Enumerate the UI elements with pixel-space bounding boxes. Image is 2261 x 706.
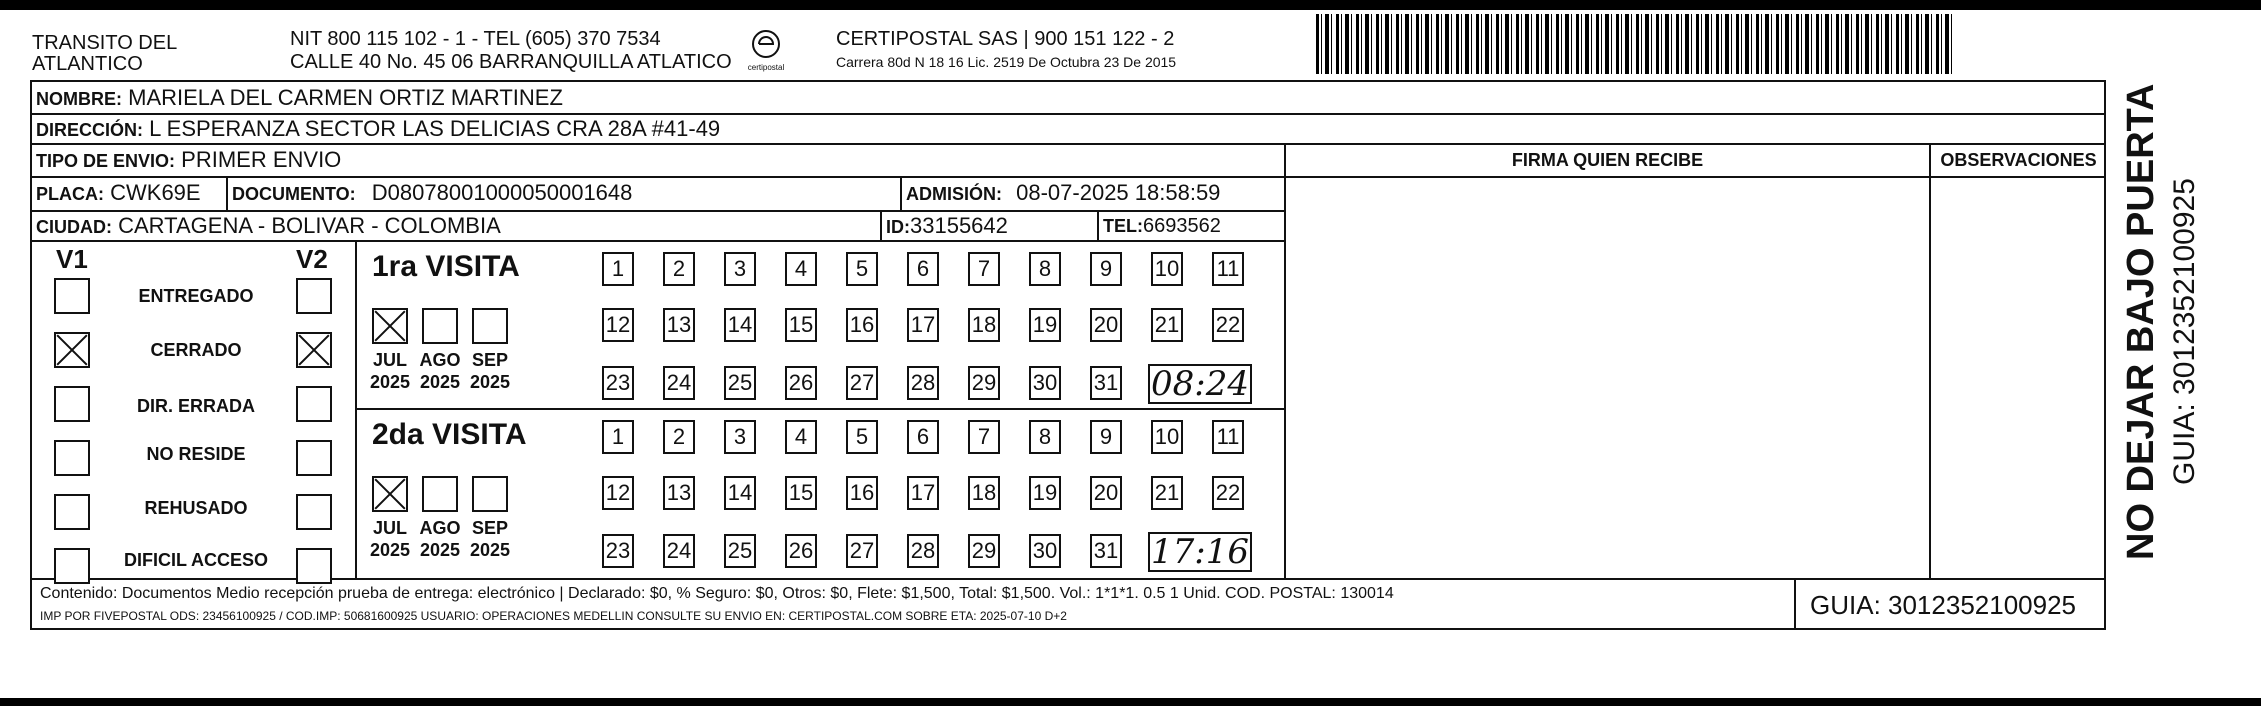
day-cell[interactable]: 3 — [724, 420, 756, 454]
day-cell[interactable]: 25 — [724, 534, 756, 568]
document-value: D08078001000050001648 — [371, 180, 633, 205]
status-label: REHUSADO — [144, 498, 248, 518]
shipping-type-row — [36, 146, 341, 175]
day-cell[interactable]: 16 — [846, 476, 878, 510]
status-label: CERRADO — [150, 340, 242, 360]
status-v2-checkbox[interactable] — [296, 548, 332, 584]
day-cell[interactable]: 14 — [724, 308, 756, 342]
day-cell[interactable]: 29 — [968, 366, 1000, 400]
day-cell[interactable]: 30 — [1029, 534, 1061, 568]
month-checkbox[interactable] — [422, 308, 458, 344]
day-cell[interactable]: 16 — [846, 308, 878, 342]
day-cell[interactable]: 10 — [1151, 420, 1183, 454]
day-cell[interactable]: 6 — [907, 252, 939, 286]
day-cell[interactable]: 28 — [907, 366, 939, 400]
month-year: 2025 — [469, 540, 511, 560]
status-label: DIFICIL ACCESO — [123, 550, 268, 570]
city-value: CARTAGENA - BOLIVAR - COLOMBIA — [118, 213, 501, 238]
month-checkbox[interactable] — [372, 476, 408, 512]
visit-time: 17:16 — [1148, 532, 1252, 572]
month-label: AGO — [419, 518, 461, 538]
day-cell[interactable]: 14 — [724, 476, 756, 510]
day-cell[interactable]: 3 — [724, 252, 756, 286]
company-info: CERTIPOSTAL SAS | 900 151 122 - 2 — [836, 28, 1175, 50]
status-label: ENTREGADO — [138, 286, 254, 306]
address-label: DIRECCIÓN: — [36, 120, 143, 140]
day-cell[interactable]: 28 — [907, 534, 939, 568]
city-cell — [36, 212, 501, 241]
day-cell[interactable]: 17 — [907, 476, 939, 510]
day-cell[interactable]: 1 — [602, 252, 634, 286]
sender-name-line1: TRANSITO DEL — [32, 32, 178, 54]
recipient-name-row — [36, 84, 563, 113]
day-cell[interactable]: 19 — [1029, 476, 1061, 510]
day-cell[interactable]: 1 — [602, 420, 634, 454]
id-cell — [886, 212, 1008, 241]
svg-text:certipostal: certipostal — [747, 63, 785, 72]
v1-header: V1 — [56, 244, 88, 274]
month-label: SEP — [471, 350, 509, 370]
cell-divider — [226, 176, 228, 210]
month-checkbox[interactable] — [472, 308, 508, 344]
col-divider — [1284, 143, 1286, 580]
day-cell[interactable]: 20 — [1090, 308, 1122, 342]
day-cell[interactable]: 22 — [1212, 476, 1244, 510]
sender-name-line2: ATLANTICO — [32, 53, 143, 75]
day-cell[interactable]: 19 — [1029, 308, 1061, 342]
v2-header: V2 — [296, 244, 328, 274]
bottom-border — [0, 698, 2261, 706]
day-cell[interactable]: 26 — [785, 534, 817, 568]
status-v2-checkbox[interactable] — [296, 494, 332, 530]
day-cell[interactable]: 9 — [1090, 420, 1122, 454]
day-cell[interactable]: 31 — [1090, 366, 1122, 400]
status-v1-checkbox[interactable] — [54, 386, 90, 422]
tel-cell — [1103, 212, 1221, 240]
row-divider — [30, 176, 2106, 178]
admission-cell — [906, 179, 1220, 208]
shipping-type: PRIMER ENVIO — [181, 147, 342, 172]
day-cell[interactable]: 31 — [1090, 534, 1122, 568]
day-cell[interactable]: 23 — [602, 534, 634, 568]
sender-address: CALLE 40 No. 45 06 BARRANQUILLA ATLATICO — [290, 51, 732, 73]
day-cell[interactable]: 21 — [1151, 308, 1183, 342]
day-cell[interactable]: 18 — [968, 308, 1000, 342]
month-label: JUL — [372, 350, 407, 370]
day-cell[interactable]: 5 — [846, 252, 878, 286]
city-label: CIUDAD: — [36, 217, 112, 237]
observations-header: OBSERVACIONES — [1940, 150, 2097, 170]
status-v1-checkbox[interactable] — [54, 278, 90, 314]
day-cell[interactable]: 17 — [907, 308, 939, 342]
day-cell[interactable]: 23 — [602, 366, 634, 400]
recipient-address: L ESPERANZA SECTOR LAS DELICIAS CRA 28A #41-49 — [149, 116, 721, 141]
status-v2-checkbox[interactable] — [296, 386, 332, 422]
status-v2-checkbox[interactable] — [296, 278, 332, 314]
day-cell[interactable]: 11 — [1212, 252, 1244, 286]
status-label: NO RESIDE — [146, 444, 246, 464]
month-year: 2025 — [369, 372, 411, 392]
col-divider — [1929, 143, 1931, 580]
day-cell[interactable]: 12 — [602, 308, 634, 342]
day-cell[interactable]: 2 — [663, 420, 695, 454]
day-cell[interactable]: 30 — [1029, 366, 1061, 400]
cell-divider — [900, 176, 902, 210]
type-label: TIPO DE ENVIO: — [36, 151, 176, 171]
day-cell[interactable]: 13 — [663, 308, 695, 342]
day-cell[interactable]: 27 — [846, 366, 878, 400]
sender-nit: NIT 800 115 102 - 1 - TEL (605) 370 7534 — [290, 28, 661, 50]
month-label: AGO — [419, 350, 461, 370]
month-label: SEP — [471, 518, 509, 538]
day-cell[interactable]: 15 — [785, 308, 817, 342]
month-year: 2025 — [369, 540, 411, 560]
cell-divider — [1097, 210, 1099, 240]
month-label: JUL — [372, 518, 407, 538]
day-cell[interactable]: 12 — [602, 476, 634, 510]
status-v2-checkbox[interactable] — [296, 332, 332, 368]
day-cell[interactable]: 5 — [846, 420, 878, 454]
day-cell[interactable]: 18 — [968, 476, 1000, 510]
top-border — [0, 0, 2261, 10]
certipostal-logo — [738, 28, 794, 74]
day-cell[interactable]: 25 — [724, 366, 756, 400]
day-cell[interactable]: 15 — [785, 476, 817, 510]
footer-guia: GUIA: 3012352100925 — [1810, 590, 2076, 620]
day-cell[interactable]: 21 — [1151, 476, 1183, 510]
day-cell[interactable]: 27 — [846, 534, 878, 568]
day-cell[interactable]: 20 — [1090, 476, 1122, 510]
day-cell[interactable]: 29 — [968, 534, 1000, 568]
month-year: 2025 — [419, 540, 461, 560]
visit-divider — [355, 408, 1284, 410]
day-cell[interactable]: 22 — [1212, 308, 1244, 342]
month-checkbox[interactable] — [372, 308, 408, 344]
day-cell[interactable]: 8 — [1029, 252, 1061, 286]
recipient-name: MARIELA DEL CARMEN ORTIZ MARTINEZ — [128, 85, 563, 110]
month-checkbox[interactable] — [422, 476, 458, 512]
company-license: Carrera 80d N 18 16 Lic. 2519 De Octubra 23 De 2015 — [836, 54, 1177, 70]
admission-value: 08-07-2025 18:58:59 — [1016, 180, 1221, 205]
day-cell[interactable]: 24 — [663, 534, 695, 568]
plate-label: PLACA: — [36, 184, 104, 204]
footer-imp: IMP POR FIVEPOSTAL ODS: 23456100925 / COD.IMP: 50681600925 USUARIO: OPERACIONES MEDELLIN CONSULTE SU ENVIO EN: CERTIPOSTAL.COM SOBRE ETA: 2025-07-10 D+2 — [40, 609, 1067, 623]
tel-label: TEL: — [1103, 216, 1143, 236]
side-guia: GUIA: 3012352100925 — [2168, 178, 2201, 485]
day-cell[interactable]: 4 — [785, 420, 817, 454]
month-year: 2025 — [419, 372, 461, 392]
day-cell[interactable]: 9 — [1090, 252, 1122, 286]
day-cell[interactable]: 13 — [663, 476, 695, 510]
footer-contents: Contenido: Documentos Medio recepción prueba de entrega: electrónico | Declarado: $0, % Seguro: $0, Otros: $0, Flete: $1,500, Total: $1,500. Vol.: 1*1*1. 0.5 1 Unid. COD. POSTAL: 130014 — [40, 585, 1394, 602]
day-cell[interactable]: 2 — [663, 252, 695, 286]
name-label: NOMBRE: — [36, 89, 122, 109]
id-value: 33155642 — [910, 213, 1008, 238]
day-cell[interactable]: 11 — [1212, 420, 1244, 454]
plate-value: CWK69E — [110, 180, 201, 205]
recipient-address-row — [36, 115, 720, 144]
id-label: ID: — [886, 217, 910, 237]
day-cell[interactable]: 7 — [968, 420, 1000, 454]
status-divider — [355, 240, 357, 578]
status-v1-checkbox[interactable] — [54, 548, 90, 584]
cell-divider — [880, 210, 882, 240]
month-checkbox[interactable] — [472, 476, 508, 512]
month-year: 2025 — [469, 372, 511, 392]
visit-title: 1ra VISITA — [372, 250, 520, 283]
plate-cell — [36, 179, 201, 208]
day-cell[interactable]: 24 — [663, 366, 695, 400]
status-v1-checkbox[interactable] — [54, 440, 90, 476]
admission-label: ADMISIÓN: — [906, 184, 1002, 204]
day-cell[interactable]: 4 — [785, 252, 817, 286]
document-label: DOCUMENTO: — [232, 184, 356, 204]
visit-title: 2da VISITA — [372, 418, 527, 451]
status-v1-checkbox[interactable] — [54, 494, 90, 530]
status-v1-checkbox[interactable] — [54, 332, 90, 368]
barcode — [1316, 14, 1952, 74]
day-cell[interactable]: 8 — [1029, 420, 1061, 454]
day-cell[interactable]: 6 — [907, 420, 939, 454]
signature-header: FIRMA QUIEN RECIBE — [1511, 150, 1704, 170]
side-warning: NO DEJAR BAJO PUERTA — [2120, 83, 2162, 560]
day-cell[interactable]: 7 — [968, 252, 1000, 286]
day-cell[interactable]: 26 — [785, 366, 817, 400]
document-cell — [232, 179, 632, 208]
status-label: DIR. ERRADA — [136, 396, 255, 416]
day-cell[interactable]: 10 — [1151, 252, 1183, 286]
tel-value: 6693562 — [1143, 215, 1221, 237]
visit-time: 08:24 — [1148, 364, 1252, 404]
status-v2-checkbox[interactable] — [296, 440, 332, 476]
